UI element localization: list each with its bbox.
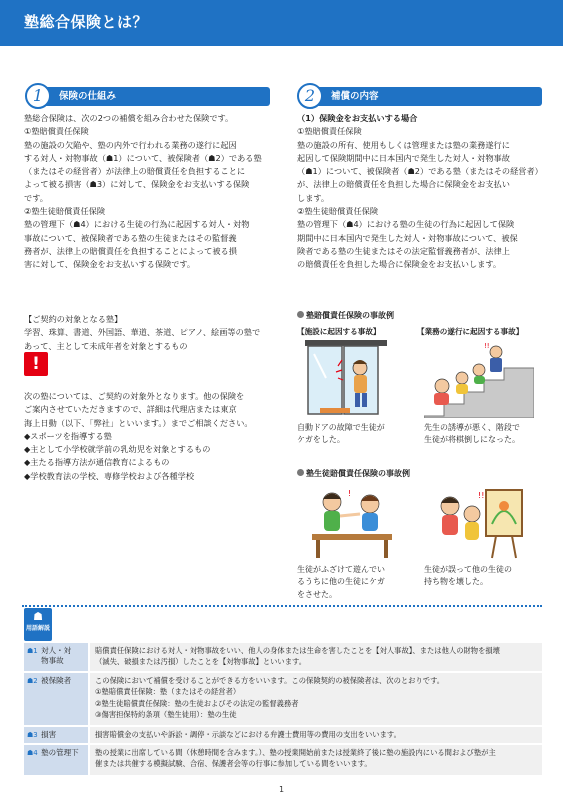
glossary-term bbox=[24, 673, 88, 725]
note-line: ◆スポーツを指導する塾 bbox=[24, 430, 112, 441]
glossary-term bbox=[24, 727, 88, 743]
glossary-badge-label: 用語解説 bbox=[25, 625, 50, 632]
section2-line: 険者である塾の生徒またはその法定監督義務者が、法律上 bbox=[297, 245, 510, 256]
svg-text:!!: !! bbox=[484, 342, 490, 350]
note-line: ◆学校教育法の学校、専修学校および各種学校 bbox=[24, 470, 195, 481]
glossary-mark: ☗1 bbox=[27, 647, 38, 655]
glossary-divider bbox=[22, 605, 542, 607]
section1-title: 保険の仕組み bbox=[59, 91, 117, 102]
glossary-mark: ☗4 bbox=[27, 749, 38, 757]
students-playing-illustration bbox=[302, 484, 402, 560]
definition-line: 賠償責任保険における対人・対物事故をいい、他人の身体または生命を害したことを【対人事故】、または他人の財物を損壊 bbox=[95, 646, 500, 655]
caption-line: るうちに他の生徒にケガ bbox=[297, 577, 385, 587]
warning-icon: ! bbox=[24, 352, 48, 376]
section1-line: 塾総合保険は、次の2つの補償を組み合わせた保険です。 bbox=[24, 113, 234, 123]
note-line: ◆主たる指導方法が通信教育によるもの bbox=[24, 457, 170, 468]
note-line: 次の塾については、ご契約の対象外となります。他の保険を bbox=[24, 391, 245, 401]
caption-line: 自動ドアの故障で生徒が bbox=[297, 423, 385, 432]
definition-line: 塾の授業に出席している間（休憩時間を含みます。）、塾の授業開始前または授業終了後に塾の施設内にいる間および塾が主 bbox=[95, 748, 496, 757]
page-number: 1 bbox=[279, 785, 285, 793]
definition-line: 損害賠償金の支払いや訴訟・調停・示談などにおける弁護士費用等の費用の支出をいいます。 bbox=[95, 730, 401, 739]
glossary-definition bbox=[90, 643, 542, 671]
section2-heading bbox=[305, 87, 542, 106]
section2-line: ①塾賠償責任保険 bbox=[297, 126, 362, 137]
automatic-door-illustration bbox=[300, 338, 400, 418]
glossary-term-name: 損害 bbox=[41, 730, 57, 739]
section1-line: よって被る損害（☗3）に対して、保険金をお支払いする保険 bbox=[24, 179, 250, 190]
glossary-definition bbox=[90, 745, 542, 775]
case1-heading bbox=[297, 310, 394, 323]
caption-line: をさせた。 bbox=[297, 589, 337, 599]
case2-title: 塾生徒賠償責任保険の事故例 bbox=[306, 469, 410, 478]
section2-line: ②塾生徒賠償責任保険 bbox=[297, 205, 379, 216]
house-icon: ☗ bbox=[33, 610, 43, 623]
caption-line: 生徒が誤って他の生徒の bbox=[424, 565, 512, 574]
section2-title: 補償の内容 bbox=[331, 91, 379, 102]
section2-line: （☗1）について、被保険者（☗2）である塾（またはその経営者） bbox=[297, 166, 543, 177]
definition-line: （滅失、破損または汚損）したことを【対物事故】といいます。 bbox=[95, 657, 307, 667]
section1-line: ①塾賠償責任保険 bbox=[24, 126, 89, 137]
page-header bbox=[0, 0, 563, 46]
case2-heading bbox=[297, 468, 410, 481]
section2-line: の賠償責任を負担した場合に保険金をお支払いします。 bbox=[297, 259, 502, 270]
glossary-term-name: 被保険者 bbox=[41, 676, 72, 685]
glossary-row bbox=[24, 643, 542, 671]
glossary-row bbox=[24, 727, 542, 743]
target-title: 【ご契約の対象となる塾】 bbox=[24, 314, 123, 324]
bullet-dot-icon bbox=[297, 311, 304, 318]
caption-line: 生徒が将棋倒しになった。 bbox=[424, 435, 520, 445]
case1-caption-facility bbox=[297, 422, 385, 447]
glossary-definition bbox=[90, 673, 542, 725]
target-line: あって、主として未成年者を対象とするもの bbox=[24, 340, 188, 351]
note-line: ご案内させていただきますので、詳細は代理店または東京 bbox=[24, 404, 237, 415]
broken-belongings-illustration bbox=[426, 484, 526, 560]
case1-title: 塾賠償責任保険の事故例 bbox=[306, 311, 394, 320]
section2-line: 起因して保険期間中に日本国内で発生した対人・対物事故 bbox=[297, 152, 510, 163]
case1-label-facility: 【施設に起因する事故】 bbox=[297, 327, 381, 336]
section2-line: 塾の管理下（☗4）における塾の生徒の行為に起因して保険 bbox=[297, 219, 515, 230]
definition-line: ①塾賠償責任保険：塾（またはその経営者） bbox=[95, 687, 241, 697]
case1-label-operation: 【業務の遂行に起因する事故】 bbox=[417, 327, 524, 336]
target-block bbox=[24, 313, 274, 353]
case1-caption-operation bbox=[424, 422, 520, 447]
glossary-term-name: 塾の管理下 bbox=[41, 748, 79, 757]
glossary-term bbox=[24, 745, 88, 775]
definition-line: 催または共催する模擬試験、合宿、保護者会等の行事に参加している間をいいます。 bbox=[95, 759, 372, 769]
section1-body bbox=[24, 112, 274, 271]
glossary-badge bbox=[24, 608, 52, 641]
caption-line: ケガをした。 bbox=[297, 435, 345, 445]
note-line: ◆主として小学校就学前の乳幼児を対象とするもの bbox=[24, 444, 211, 455]
glossary-term bbox=[24, 643, 88, 671]
section1-line: 務者が、法律上の賠償責任を負担することによって被る損 bbox=[24, 245, 237, 256]
section2-number: 2 bbox=[297, 83, 323, 109]
section2-body bbox=[297, 112, 547, 271]
glossary-row bbox=[24, 745, 542, 775]
note-line: 海上日動（以下、「弊社」といいます。）までご相談ください。 bbox=[24, 417, 253, 428]
section1-line: ②塾生徒賠償責任保険 bbox=[24, 205, 106, 216]
case2-caption-broken bbox=[424, 564, 512, 589]
section2-line: 塾の施設の所有、使用もしくは管理または塾の業務遂行に bbox=[297, 139, 510, 150]
section1-line: 塾の管理下（☗4）における生徒の行為に起因する対人・対物 bbox=[24, 219, 250, 230]
bullet-dot-icon bbox=[297, 469, 304, 476]
exclusion-note bbox=[24, 390, 274, 483]
section1-line: です。 bbox=[24, 192, 48, 203]
caption-line: 生徒がふざけて遊んでい bbox=[297, 565, 385, 574]
glossary-definition bbox=[90, 727, 542, 743]
section2-line: （1）保険金をお支払いする場合 bbox=[297, 113, 418, 123]
section1-line: （またはその経営者）が法律上の賠償責任を負担することに bbox=[24, 166, 246, 177]
section2-line: します。 bbox=[297, 192, 330, 203]
page-title: 塾総合保険とは？ bbox=[24, 13, 149, 31]
case2-caption-play bbox=[297, 564, 385, 601]
target-line: 学習、珠算、書道、外国語、華道、茶道、ピアノ、絵画等の塾で bbox=[24, 327, 261, 338]
section2-line: 期間中に日本国内で発生した対人・対物事故について、被保 bbox=[297, 232, 518, 243]
section1-heading bbox=[33, 87, 270, 106]
svg-text:!: ! bbox=[348, 489, 352, 498]
glossary-mark: ☗2 bbox=[27, 677, 38, 685]
svg-text:!!: !! bbox=[478, 491, 485, 500]
glossary-row bbox=[24, 673, 542, 725]
glossary-mark: ☗3 bbox=[27, 731, 38, 739]
section1-line: 塾の施設の欠陥や、塾の内外で行われる業務の遂行に起因 bbox=[24, 139, 237, 150]
stairs-accident-illustration bbox=[424, 338, 534, 418]
definition-line: ③傷害担保特約条項（塾生徒用）：塾の生徒 bbox=[95, 709, 237, 719]
caption-line: 持ち物を壊した。 bbox=[424, 577, 488, 587]
definition-line: ②塾生徒賠償責任保険：塾の生徒およびその法定の監督義務者 bbox=[95, 698, 299, 708]
section1-line: する対人・対物事故（☗1）について、被保険者（☗2）である塾 bbox=[24, 152, 262, 163]
glossary-term-name: 対人・対物事故 bbox=[41, 646, 72, 666]
section1-number: 1 bbox=[25, 83, 51, 109]
section1-line: 事故について、被保険者である塾の生徒またはその監督義 bbox=[24, 232, 237, 243]
definition-line: この保険において補償を受けることができる方をいいます。この保険契約の被保険者は、次のとおりです。 bbox=[95, 676, 445, 685]
caption-line: 先生の誘導が悪く、階段で bbox=[424, 423, 520, 432]
section1-line: 害に対して、保険金をお支払いする保険です。 bbox=[24, 259, 196, 270]
section2-line: が、法律上の賠償責任を負担した場合に保険金をお支払い bbox=[297, 179, 510, 190]
